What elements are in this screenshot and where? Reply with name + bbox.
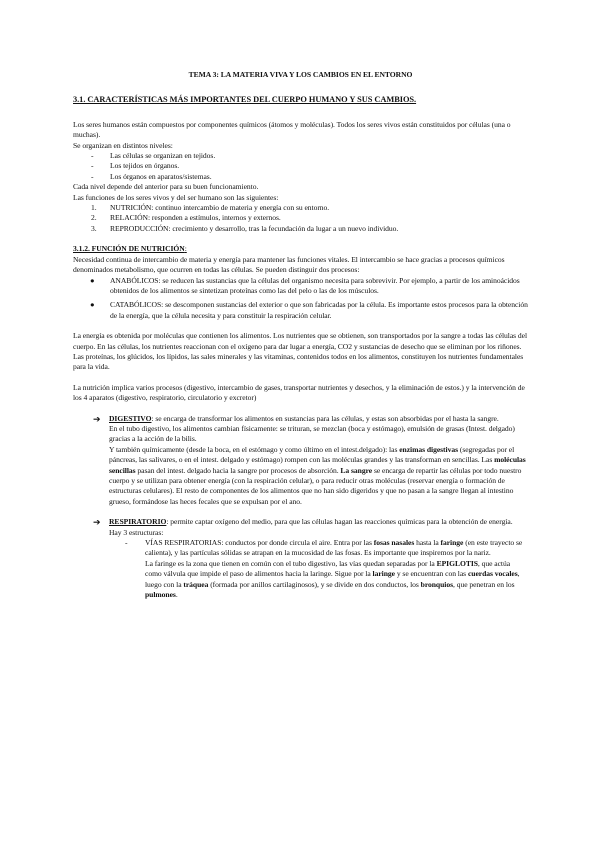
bold-term: tráquea [183,579,209,589]
bullet-marker: ● [90,275,95,285]
function-text: NUTRICIÓN: continuo intercambio de materia y energía con su entorno. [110,203,330,213]
process-text: CATABÓLICOS: se descomponen sustancias del exterior o que son fabricadas por la célula. Es importante estos procesos para la obtención de la energía, que la célula necesita y para constituir la respiración celular. [110,300,528,320]
process-text: ANABÓLICOS: se reducen las sustancias que la células del organismo necesita para sobrevivir. Por ejemplo, a partir de los aminoácidos obtenidos de los alimentos se sintetizan proteínas como las del pelo o las de los músculos. [110,275,520,295]
level-text: Los tejidos en órganos. [110,161,180,171]
digestivo-physical: En el tubo digestivo, los alimentos cambian físicamente: se trituran, se mezclan (boca y estómago), emulsión de grasas (Intest. delgado) gracias a la acción de la bilis. [109,423,515,444]
arrow-marker: ➔ [93,413,101,424]
arrow-marker: ➔ [93,517,101,528]
respiratorio-structures: Hay 3 estructuras: [109,527,164,537]
list-item [73,538,528,600]
vias-respiratorias [145,538,528,559]
function-text: RELACIÓN: responden a estímulos, internos y externos. [110,213,281,223]
digestivo-text: : se encarga de transformar los alimentos en sustancias para las células, y estas son absorbidas por el hasta la sangre. [151,413,499,423]
digestivo-chemical [109,445,528,507]
nutrients-paragraph: Las proteínas, los glúcidos, los lípidos, las sales minerales y las vitaminas, contenidos todos en los alimentos, constituyen los nutrientes fundamentales para la vida. [73,351,524,372]
dash-marker: - [91,151,94,161]
text-run: pasan del intest. delgado hacia la sangre por procesos de absorción. [135,465,341,475]
intro-functions-lead: Las funciones de los seres vivos y del ser humano son las siguientes: [73,192,279,202]
spacer [109,507,528,517]
bold-term: pulmones [145,590,176,600]
text-run: (segregadas por el páncreas, las salivares, o en el intest. delgado y estómago) rompen con las moléculas grandes y las transforman en sencillas. Las [109,444,515,465]
spacer [73,373,528,383]
section-heading-tail: . [414,95,417,105]
list-item [73,172,528,182]
bold-term: EPIGLOTIS [436,558,478,568]
functions-list [73,203,528,234]
text-run: Y también químicamente (desde la boca, en el estómago y como último en el intest.delgado): las [109,444,400,454]
section-heading [73,95,528,105]
bold-term: bronquios [420,579,453,589]
text-run: VÍAS RESPIRATORIAS: conductos por donde circula el aire. Entra por las [145,538,374,548]
dash-marker: - [91,171,94,181]
respiratorio-text: : permite captar oxígeno del medio, para que las células hagan las reacciones químicas para la obtención de energía. [166,517,513,527]
list-item [73,276,528,297]
level-text: Los órganos en aparatos/sistemas. [110,171,212,181]
text-run: (en este trayecto se calienta), y las partículas sólidas se atrapan en la mucosidad de las fosas. Es importante que inspiremos por la nariz. [145,538,523,558]
dash-marker: - [125,538,128,548]
energy-paragraph: La energía es obtenida por moléculas que contienen los alimentos. Los nutrientes que se obtienen, son transportados por la sangre a todas las células del cuerpo. En las células, los nutrientes reaccionan con el oxígeno para dar lugar a energía, CO2 y sustancias de desecho que se eliminan por los riñones. [73,331,528,351]
bold-term: La sangre [340,465,373,475]
level-text: Las células se organizan en tejidos. [110,151,216,161]
digestivo-label: DIGESTIVO [109,413,152,423]
levels-list [73,151,528,182]
faringe-paragraph [145,559,528,601]
section-heading-text: 3.1. CARACTERÍSTICAS MÁS IMPORTANTES DEL CUERPO HUMANO Y SUS CAMBIOS [73,95,415,105]
text-run: , que penetran en los [453,579,515,589]
intro-paragraph: Los seres humanos están compuestos por componentes químicos (átomos y moléculas). Todos los seres vivos están constituidos por células (una o muchas). [73,119,511,140]
document-title: TEMA 3: LA MATERIA VIVA Y LOS CAMBIOS EN EL ENTORNO [188,70,413,79]
subsection-heading-text: 3.1.2. FUNCIÓN DE NUTRICIÓN [73,244,185,254]
list-item-digestivo [73,414,528,518]
text-run: hasta la [414,538,441,548]
text-run: , luego con la [145,569,520,589]
list-item [73,300,528,321]
intro-dependency: Cada nivel depende del anterior para su buen funcionamiento. [73,182,259,192]
digestivo-intro [109,414,528,424]
subsection-heading [73,244,528,254]
spacer [73,234,528,244]
text-run: se encarga de repartir las células por todo nuestro cuerpo y se utilizan para obtener energía (con la respiración celular), o para reducir otras moléculas (reservar energía o formación de estructuras celulares). El resto de componentes de los alimentos que no han sido digeridos y que no pasan a la sangre llegan al intestino grueso, formándose las heces fecales que se expulsan por el ano. [109,465,522,506]
list-item [73,203,528,213]
processes-paragraph: La nutrición implica varios procesos (digestivo, intercambio de gases, transportar nutrientes y desechos, y la eliminación de estos.) y la intervención de los 4 aparatos (digestivo, respiratorio, circulatorio y excretor) [73,382,525,403]
number-marker: 2. [91,213,97,223]
spacer [73,404,528,414]
function-text: REPRODUCCIÓN: crecimiento y desarrollo, tras la fecundación da lugar a un nuevo individuo. [110,223,399,233]
intro-levels-lead: Se organizan en distintos niveles: [73,140,173,150]
bold-term: moléculas sencillas [109,455,526,475]
text-run: (formada por anillos cartilaginosos), y se divide en dos conductos, los [208,579,421,589]
text-run: , que actúa como válvula que impide el paso de alimentos hacia la laringe. Sigue por la [145,558,511,579]
bullet-marker: ● [90,300,95,310]
dash-marker: - [91,161,94,171]
systems-list [73,414,528,538]
number-marker: 1. [91,203,97,213]
bold-term: laringe [372,569,395,579]
number-marker: 3. [91,223,97,233]
respiratorio-intro [109,517,528,527]
text-run: y se encuentran con las [394,569,468,579]
list-item [73,213,528,223]
bold-term: cuerdas vocales [467,569,518,579]
bold-term: fosas nasales [373,538,415,548]
text-run: . [175,590,178,600]
structures-list [73,538,528,600]
nutrition-paragraph: Necesidad continua de intercambio de materia y energía para mantener las funciones vitales. El intercambio se hace gracias a procesos químicos denominados metabolismo, que ocurren en todas las células. Se pueden distinguir dos procesos: [73,254,505,275]
subsection-heading-tail: : [184,244,187,254]
processes-list [73,276,528,322]
bold-term: enzimas digestivas [399,444,458,454]
respiratorio-label: RESPIRATORIO [109,517,167,527]
list-item [73,151,528,161]
list-item-respiratorio [73,517,528,538]
list-item [73,224,528,234]
text-run: La faringe es la zona que tienen en común con el tubo digestivo, las vías quedan separadas por la [145,558,437,568]
bold-term: faringe [440,538,464,548]
list-item [73,161,528,171]
